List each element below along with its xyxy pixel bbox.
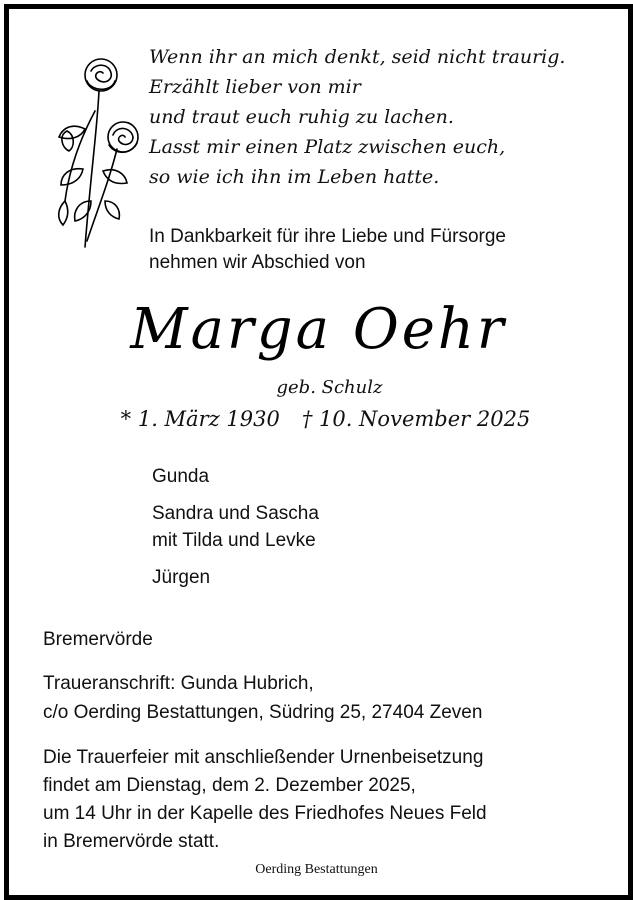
ceremony-line: Die Trauerfeier mit anschließender Urnenbeisetzung	[43, 747, 484, 768]
intro-line: nehmen wir Abschied von	[149, 252, 366, 273]
intro-line: In Dankbarkeit für ihre Liebe und Fürsorge	[149, 226, 506, 247]
death-date: † 10. November 2025	[301, 407, 531, 431]
mourner-name: Jürgen	[152, 567, 211, 588]
life-dates	[9, 407, 633, 431]
deceased-name: Marga Oehr	[130, 297, 507, 362]
mourner-name: Gunda	[152, 466, 210, 487]
poem-line: Wenn ihr an mich denkt, seid nicht traurig.	[149, 46, 566, 68]
ceremony-line: um 14 Uhr in der Kapelle des Friedhofes Neues Feld	[43, 803, 487, 824]
mourner-group	[152, 463, 552, 490]
mourning-address	[43, 669, 623, 727]
mourner-group	[152, 500, 552, 554]
obituary-frame	[4, 4, 633, 900]
place-name: Bremervörde	[43, 629, 153, 650]
mourners-list	[152, 463, 552, 601]
maiden-name: geb. Schulz	[276, 377, 383, 398]
birth-date: * 1. März 1930	[120, 407, 280, 431]
address-line: c/o Oerding Bestattungen, Südring 25, 27404 Zeven	[43, 702, 483, 723]
ceremony-info	[43, 744, 623, 856]
ceremony-line: findet am Dienstag, dem 2. Dezember 2025,	[43, 775, 416, 796]
poem	[149, 42, 629, 192]
mourner-name: mit Tilda und Levke	[152, 530, 316, 551]
poem-line: Erzählt lieber von mir	[149, 76, 361, 98]
rose-icon	[39, 51, 151, 251]
ceremony-line: in Bremervörde statt.	[43, 831, 220, 852]
poem-line: Lasst mir einen Platz zwischen euch,	[149, 136, 506, 158]
intro-text	[149, 224, 619, 276]
mourner-name: Sandra und Sascha	[152, 503, 319, 524]
mourner-group	[152, 564, 552, 591]
address-line: Traueranschrift: Gunda Hubrich,	[43, 673, 314, 694]
poem-line: so wie ich ihn im Leben hatte.	[149, 166, 440, 188]
funeral-home-credit: Oerding Bestattungen	[255, 862, 378, 877]
poem-line: und traut euch ruhig zu lachen.	[149, 106, 454, 128]
